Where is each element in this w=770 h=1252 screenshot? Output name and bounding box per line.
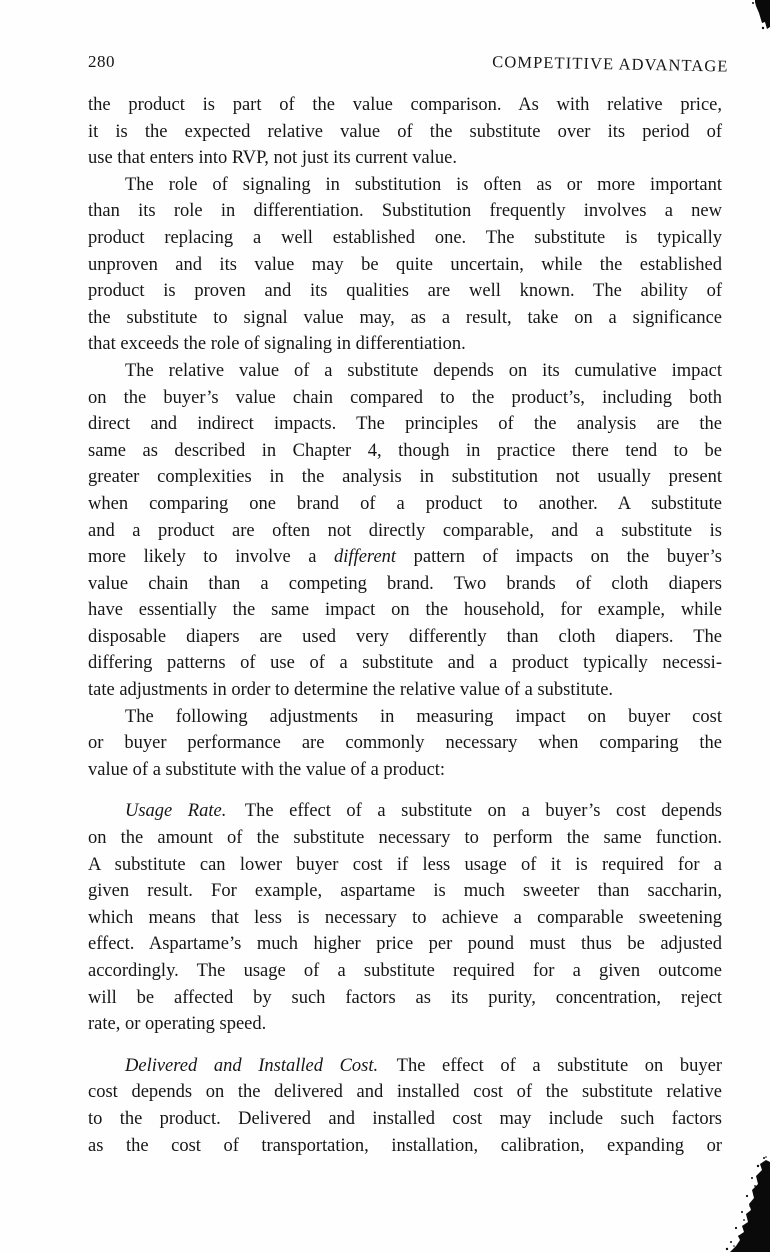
- page-body: [88, 92, 722, 1159]
- text-segment: greater complexities in the analysis in substitution not usually present: [88, 467, 722, 488]
- text-segment: pattern of impacts on the buyer’s: [396, 547, 722, 568]
- text-line: [88, 119, 722, 146]
- paragraph: [88, 172, 722, 358]
- text-segment: disposable diapers are used very differently than cloth diapers. The: [88, 626, 722, 647]
- text-segment: direct and indirect impacts. The principles of the analysis are the: [88, 414, 722, 435]
- text-line: [88, 438, 722, 465]
- text-line: [88, 931, 722, 958]
- text-line: [88, 905, 722, 932]
- text-line: [88, 1133, 722, 1160]
- text-segment: which means that less is necessary to achieve a comparable sweetening: [88, 907, 722, 928]
- text-segment: differing patterns of use of a substitute and a product typically necessi-: [88, 653, 722, 674]
- text-line: [88, 1079, 722, 1106]
- text-line: [88, 571, 722, 598]
- text-segment: The following adjustments in measuring impact on buyer cost: [125, 706, 722, 727]
- text-line: [88, 358, 722, 385]
- paragraph: [88, 1053, 722, 1159]
- text-segment: that exceeds the role of signaling in differentiation.: [88, 334, 466, 355]
- text-segment: given result. For example, aspartame is much sweeter than saccharin,: [88, 881, 722, 902]
- text-segment: same as described in Chapter 4, though in practice there tend to be: [88, 440, 722, 461]
- text-line: [88, 331, 722, 358]
- text-segment: accordingly. The usage of a substitute required for a given outcome: [88, 961, 722, 981]
- text-segment: A substitute can lower buyer cost if less usage of it is required for a: [88, 854, 722, 875]
- text-line: [88, 624, 722, 651]
- text-line: [88, 92, 722, 119]
- text-line: [88, 145, 722, 172]
- text-segment: the substitute to signal value may, as a result, take on a significance: [88, 307, 722, 328]
- text-line: [88, 958, 722, 985]
- text-segment: effect. Aspartame’s much higher price per pound must thus be adjusted: [88, 934, 722, 955]
- paragraph: [88, 358, 722, 704]
- text-line: [88, 798, 722, 825]
- page-number: 280: [88, 52, 115, 71]
- text-segment: than its role in differentiation. Substitution frequently involves a new: [88, 201, 722, 222]
- text-segment: use that enters into RVP, not just its current value.: [88, 148, 457, 169]
- text-segment: The effect of a substitute on buyer: [378, 1055, 723, 1076]
- text-line: [88, 385, 722, 412]
- running-title: COMPETITIVE ADVANTAGE: [491, 52, 729, 76]
- text-line: [88, 491, 722, 518]
- text-segment: it is the expected relative value of the substitute over its period of: [88, 121, 722, 142]
- text-line: [88, 757, 722, 784]
- text-segment: The role of signaling in substitution is often as or more important: [125, 174, 722, 195]
- text-line: [88, 252, 722, 279]
- text-line: [88, 225, 722, 252]
- text-segment: The effect of a substitute on a buyer’s cost depends: [226, 801, 722, 822]
- text-segment: on the amount of the substitute necessary to perform the same function.: [88, 828, 722, 849]
- text-line: [88, 518, 722, 545]
- italic-text-segment: Delivered and Installed Cost.: [125, 1055, 379, 1076]
- italic-text-segment: Usage Rate.: [125, 801, 227, 822]
- text-segment: as the cost of transportation, installation, calibration, expanding or: [88, 1135, 722, 1156]
- text-segment: to the product. Delivered and installed cost may include such factors: [88, 1108, 722, 1129]
- text-line: [88, 411, 722, 438]
- text-line: [88, 1106, 722, 1133]
- scan-artifact-bottom-right-edge-shadow: [722, 1156, 770, 1252]
- text-line: [88, 597, 722, 624]
- scan-artifact-top-right-ink-blot: [746, 0, 770, 32]
- text-segment: and a product are often not directly comparable, and a substitute is: [88, 520, 722, 541]
- text-line: [88, 172, 722, 199]
- text-segment: on the buyer’s value chain compared to the product’s, including both: [88, 387, 722, 408]
- text-segment: the product is part of the value comparison. As with relative price,: [88, 95, 722, 115]
- text-line: [88, 278, 722, 305]
- text-segment: value of a substitute with the value of a product:: [88, 759, 446, 780]
- text-line: [88, 677, 722, 704]
- text-segment: The relative value of a substitute depends on its cumulative impact: [125, 360, 722, 381]
- text-line: [88, 650, 722, 677]
- text-segment: or buyer performance are commonly necessary when comparing the: [88, 733, 722, 754]
- paragraph: [88, 798, 722, 1037]
- text-segment: unproven and its value may be quite uncertain, while the established: [88, 254, 722, 275]
- text-segment: when comparing one brand of a product to another. A substitute: [88, 493, 722, 514]
- text-line: [88, 198, 722, 225]
- text-line: [88, 1053, 722, 1080]
- paragraph: [88, 92, 722, 172]
- text-segment: will be affected by such factors as its purity, concentration, reject: [88, 987, 722, 1008]
- text-segment: more likely to involve a: [88, 547, 335, 568]
- text-line: [88, 825, 722, 852]
- text-line: [88, 852, 722, 879]
- text-segment: product is proven and its qualities are well known. The ability of: [88, 281, 722, 302]
- text-segment: product replacing a well established one. The substitute is typically: [88, 227, 722, 248]
- paragraph: [88, 704, 722, 784]
- text-line: [88, 730, 722, 757]
- text-segment: cost depends on the delivered and installed cost of the substitute relative: [88, 1082, 722, 1103]
- italic-text-segment: different: [334, 547, 397, 568]
- text-segment: value chain than a competing brand. Two brands of cloth diapers: [88, 573, 722, 594]
- text-line: [88, 878, 722, 905]
- text-line: [88, 704, 722, 731]
- text-segment: have essentially the same impact on the household, for example, while: [88, 600, 722, 621]
- page-header: [88, 52, 729, 76]
- text-line: [88, 1011, 722, 1038]
- text-line: [88, 305, 722, 332]
- text-line: [88, 544, 722, 571]
- text-line: [88, 464, 722, 491]
- text-line: [88, 985, 722, 1012]
- text-segment: rate, or operating speed.: [88, 1014, 267, 1035]
- text-segment: tate adjustments in order to determine the relative value of a substitute.: [88, 680, 614, 701]
